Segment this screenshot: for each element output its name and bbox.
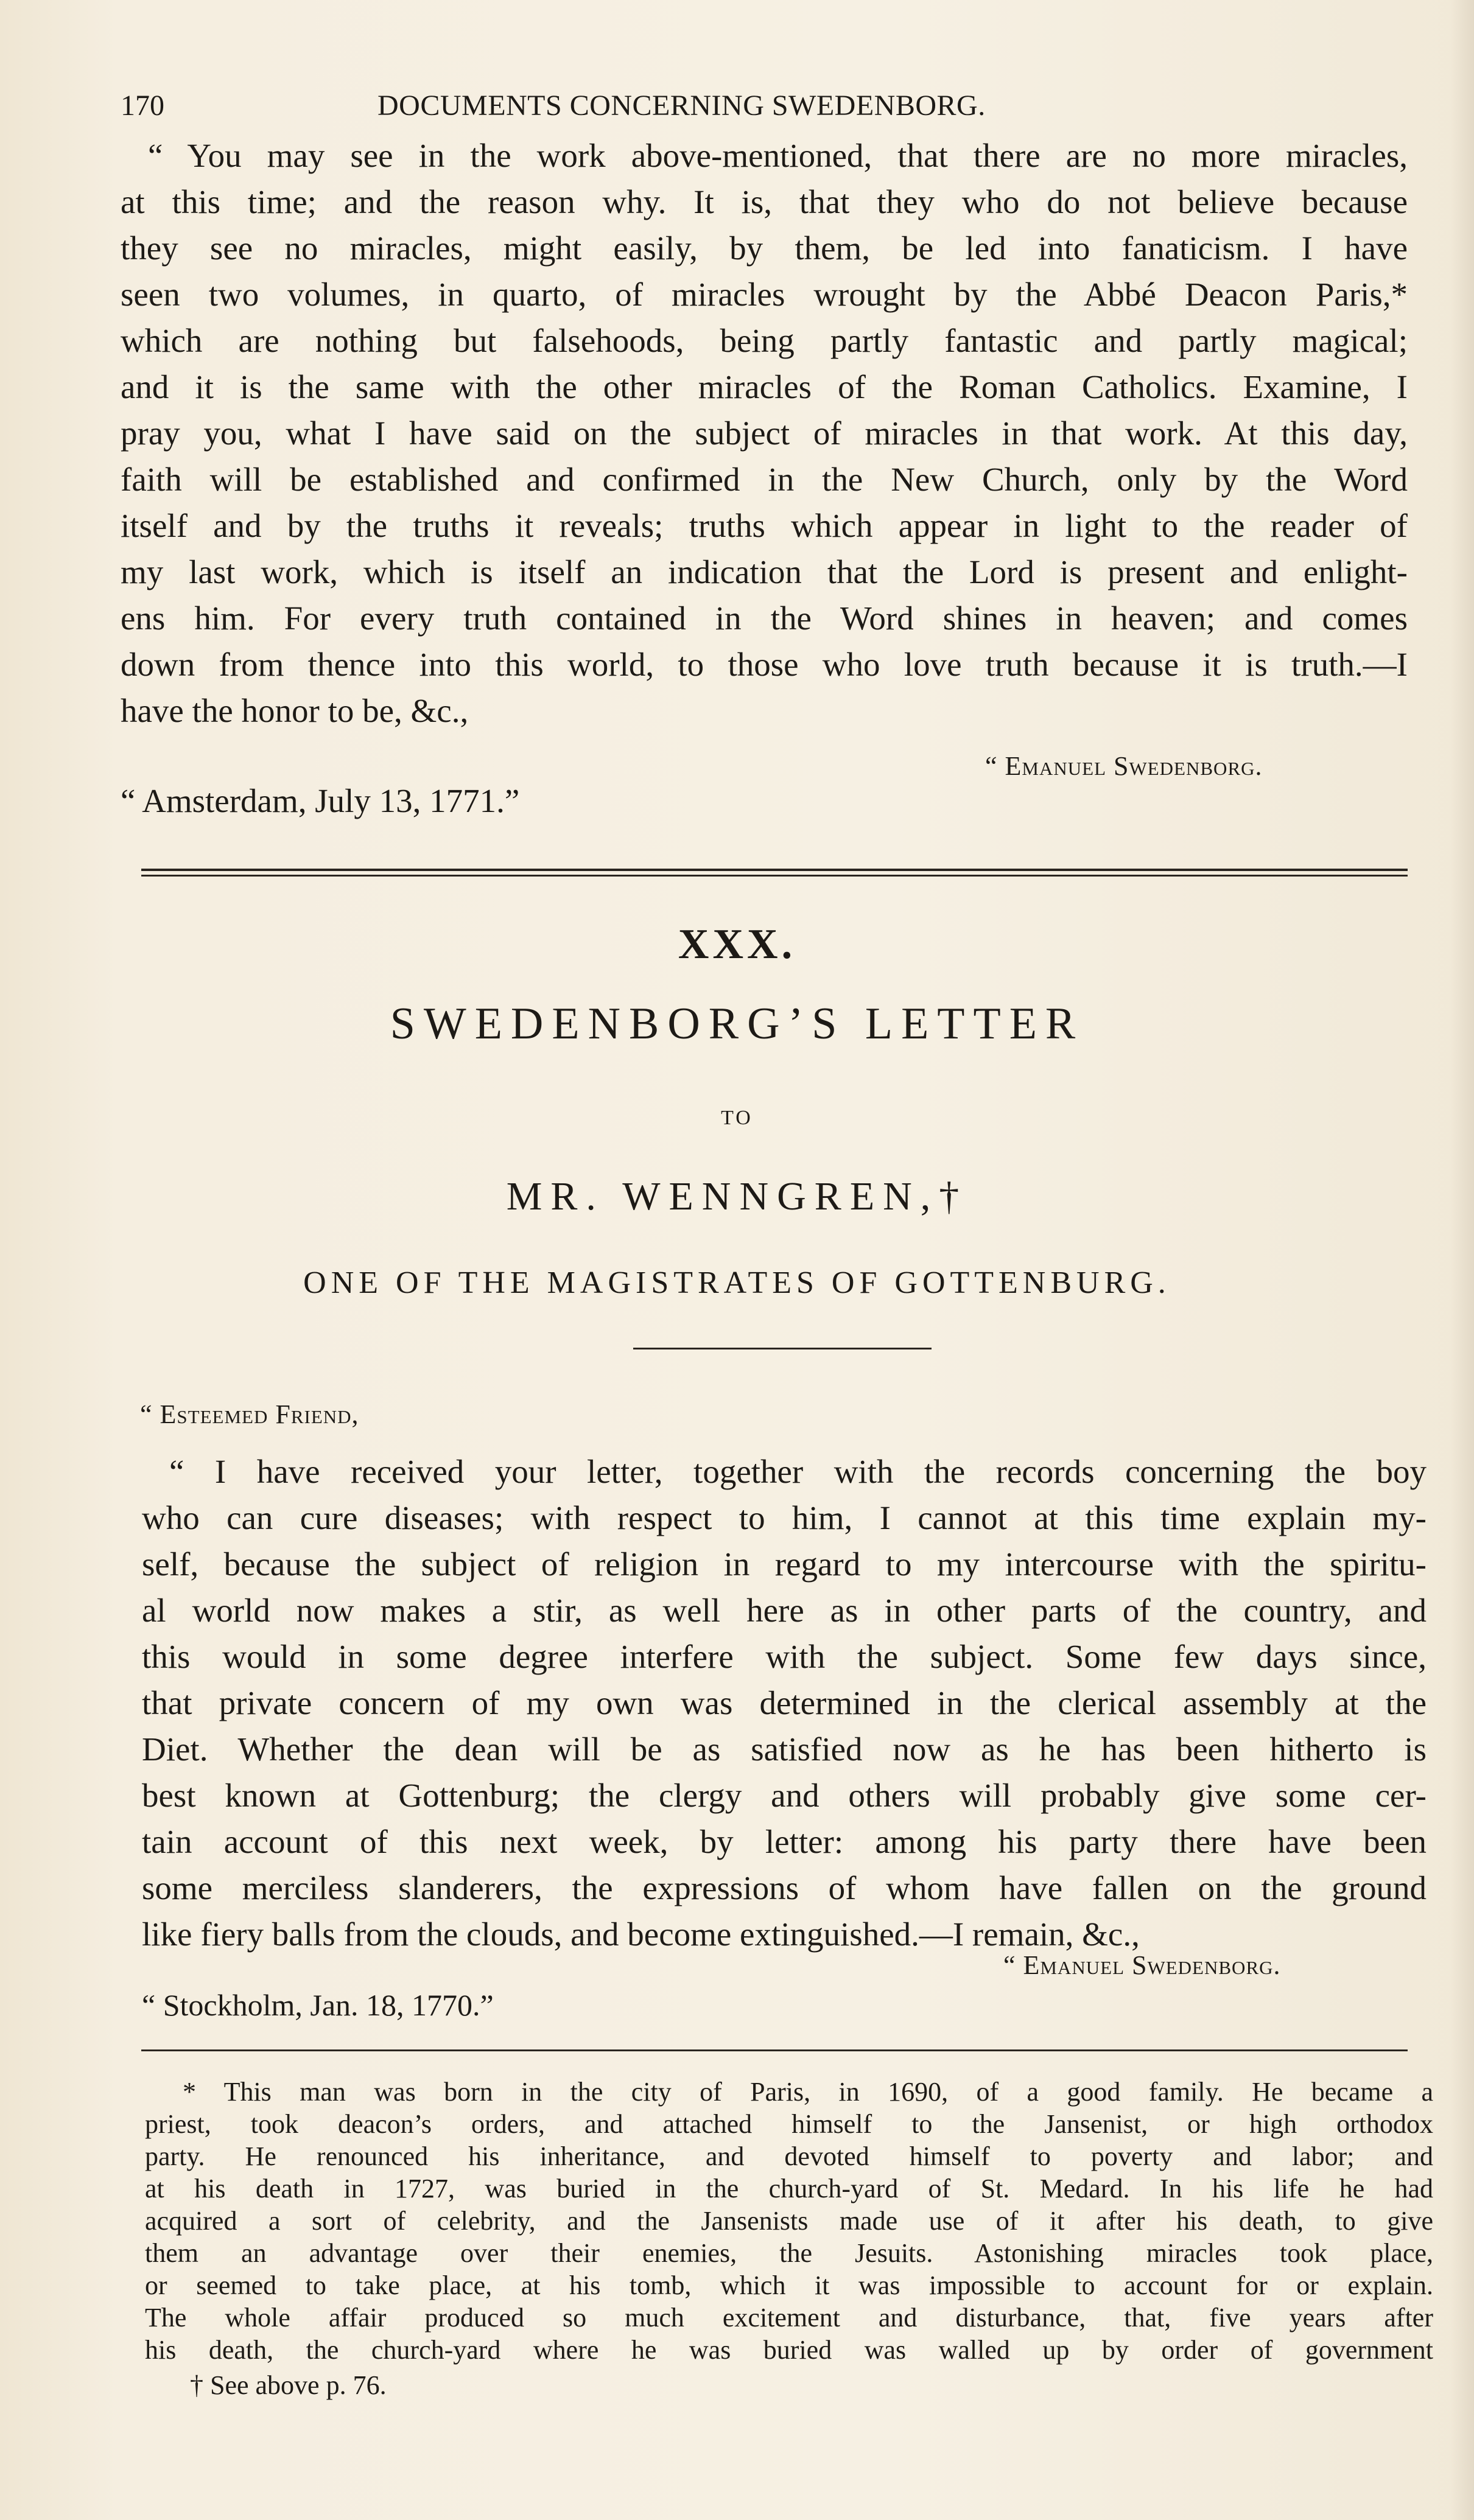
text-line: at this time; and the reason why. It is, that they who do not believe because xyxy=(121,183,1408,220)
footnote-line: priest, took deacon’s orders, and attached himself to the Jansenist, or high orthodox xyxy=(145,2109,1433,2139)
section-title: SWEDENBORG’S LETTER xyxy=(390,999,1084,1049)
footnote-line: acquired a sort of celebrity, and the Jansenists made use of it after his death, to give xyxy=(145,2206,1433,2236)
page-number: 170 xyxy=(121,89,164,122)
text-line: my last work, which is itself an indication that the Lord is present and enlight- xyxy=(121,553,1408,590)
footnote-line: The whole affair produced so much excitement and disturbance, that, five years after xyxy=(145,2303,1433,2333)
letter-1-signature: “ Emanuel Swedenborg. xyxy=(985,751,1263,781)
section-divider-top xyxy=(141,869,1408,871)
letter-2-signature: “ Emanuel Swedenborg. xyxy=(1003,1950,1281,1980)
text-line: Diet. Whether the dean will be as satisfied now as he has been hitherto is xyxy=(142,1731,1427,1768)
text-line: and it is the same with the other miracles of the Roman Catholics. Examine, I xyxy=(121,368,1408,405)
text-line: which are nothing but falsehoods, being partly fantastic and partly magical; xyxy=(121,322,1408,359)
letter-2-body xyxy=(142,1449,1427,1958)
letter-2-place-date: “ Stockholm, Jan. 18, 1770.” xyxy=(142,1988,494,2022)
footnote-line: his death, the church-yard where he was buried was walled up by order of government xyxy=(145,2335,1433,2365)
text-line: self, because the subject of religion in regard to my intercourse with the spiritu- xyxy=(142,1545,1427,1583)
text-line: have the honor to be, &c., xyxy=(121,692,469,729)
text-line: who can cure diseases; with respect to him, I cannot at this time explain my- xyxy=(142,1499,1427,1536)
title-rule xyxy=(633,1348,932,1349)
section-to: TO xyxy=(721,1107,753,1129)
page-edge-shadow xyxy=(1450,0,1474,2520)
footnote-line: party. He renounced his inheritance, and devoted himself to poverty and labor; and xyxy=(145,2141,1433,2171)
text-line: seen two volumes, in quarto, of miracles wrought by the Abbé Deacon Paris,* xyxy=(121,276,1408,313)
footnote-line: at his death in 1727, was buried in the church-yard of St. Medard. In his life he had xyxy=(145,2174,1433,2203)
footnote-rule xyxy=(141,2049,1408,2051)
section-number: XXX. xyxy=(678,921,796,968)
addressee-role: ONE OF THE MAGISTRATES OF GOTTENBURG. xyxy=(303,1265,1171,1300)
footnote-line: or seemed to take place, at his tomb, which it was impossible to account for or explain. xyxy=(145,2270,1433,2300)
text-line: some merciless slanderers, the expressions of whom have fallen on the ground xyxy=(142,1869,1427,1906)
text-line: itself and by the truths it reveals; truths which appear in light to the reader of xyxy=(121,507,1408,544)
text-line: “ You may see in the work above-mentioned, that there are no more miracles, xyxy=(148,137,1408,174)
text-line: best known at Gottenburg; the clergy and others will probably give some cer- xyxy=(142,1777,1427,1814)
text-line: pray you, what I have said on the subject of miracles in that work. At this day, xyxy=(121,415,1408,452)
text-line: they see no miracles, might easily, by them, be led into fanaticism. I have xyxy=(121,229,1408,267)
footnote-2: † See above p. 76. xyxy=(190,2370,387,2400)
footnote-line: them an advantage over their enemies, the Jesuits. Astonishing miracles took place, xyxy=(145,2238,1433,2268)
text-line: this would in some degree interfere with the subject. Some few days since, xyxy=(142,1638,1427,1675)
text-line: that private concern of my own was determined in the clerical assembly at the xyxy=(142,1684,1427,1721)
text-line: “ I have received your letter, together with the records concerning the boy xyxy=(169,1453,1427,1490)
text-line: like fiery balls from the clouds, and become extinguished.—I remain, &c., xyxy=(142,1916,1140,1953)
running-title: DOCUMENTS CONCERNING SWEDENBORG. xyxy=(377,89,986,122)
text-line: ens him. For every truth contained in the Word shines in heaven; and comes xyxy=(121,600,1408,637)
footnote-line: * This man was born in the city of Paris, in 1690, of a good family. He became a xyxy=(183,2077,1433,2107)
text-line: tain account of this next week, by letter: among his party there have been xyxy=(142,1823,1427,1860)
footnote-1 xyxy=(145,2076,1433,2366)
text-line: down from thence into this world, to those who love truth because it is truth.—I xyxy=(121,646,1408,683)
letter-1-place-date: “ Amsterdam, July 13, 1771.” xyxy=(121,782,520,819)
letter-1-body xyxy=(121,133,1408,734)
text-line: faith will be established and confirmed in the New Church, only by the Word xyxy=(121,461,1408,498)
section-divider-bottom xyxy=(141,875,1408,877)
letter-2-salutation: “ Esteemed Friend, xyxy=(140,1399,359,1429)
addressee: MR. WENNGREN,† xyxy=(506,1174,968,1219)
text-line: al world now makes a stir, as well here as in other parts of the country, and xyxy=(142,1592,1427,1629)
